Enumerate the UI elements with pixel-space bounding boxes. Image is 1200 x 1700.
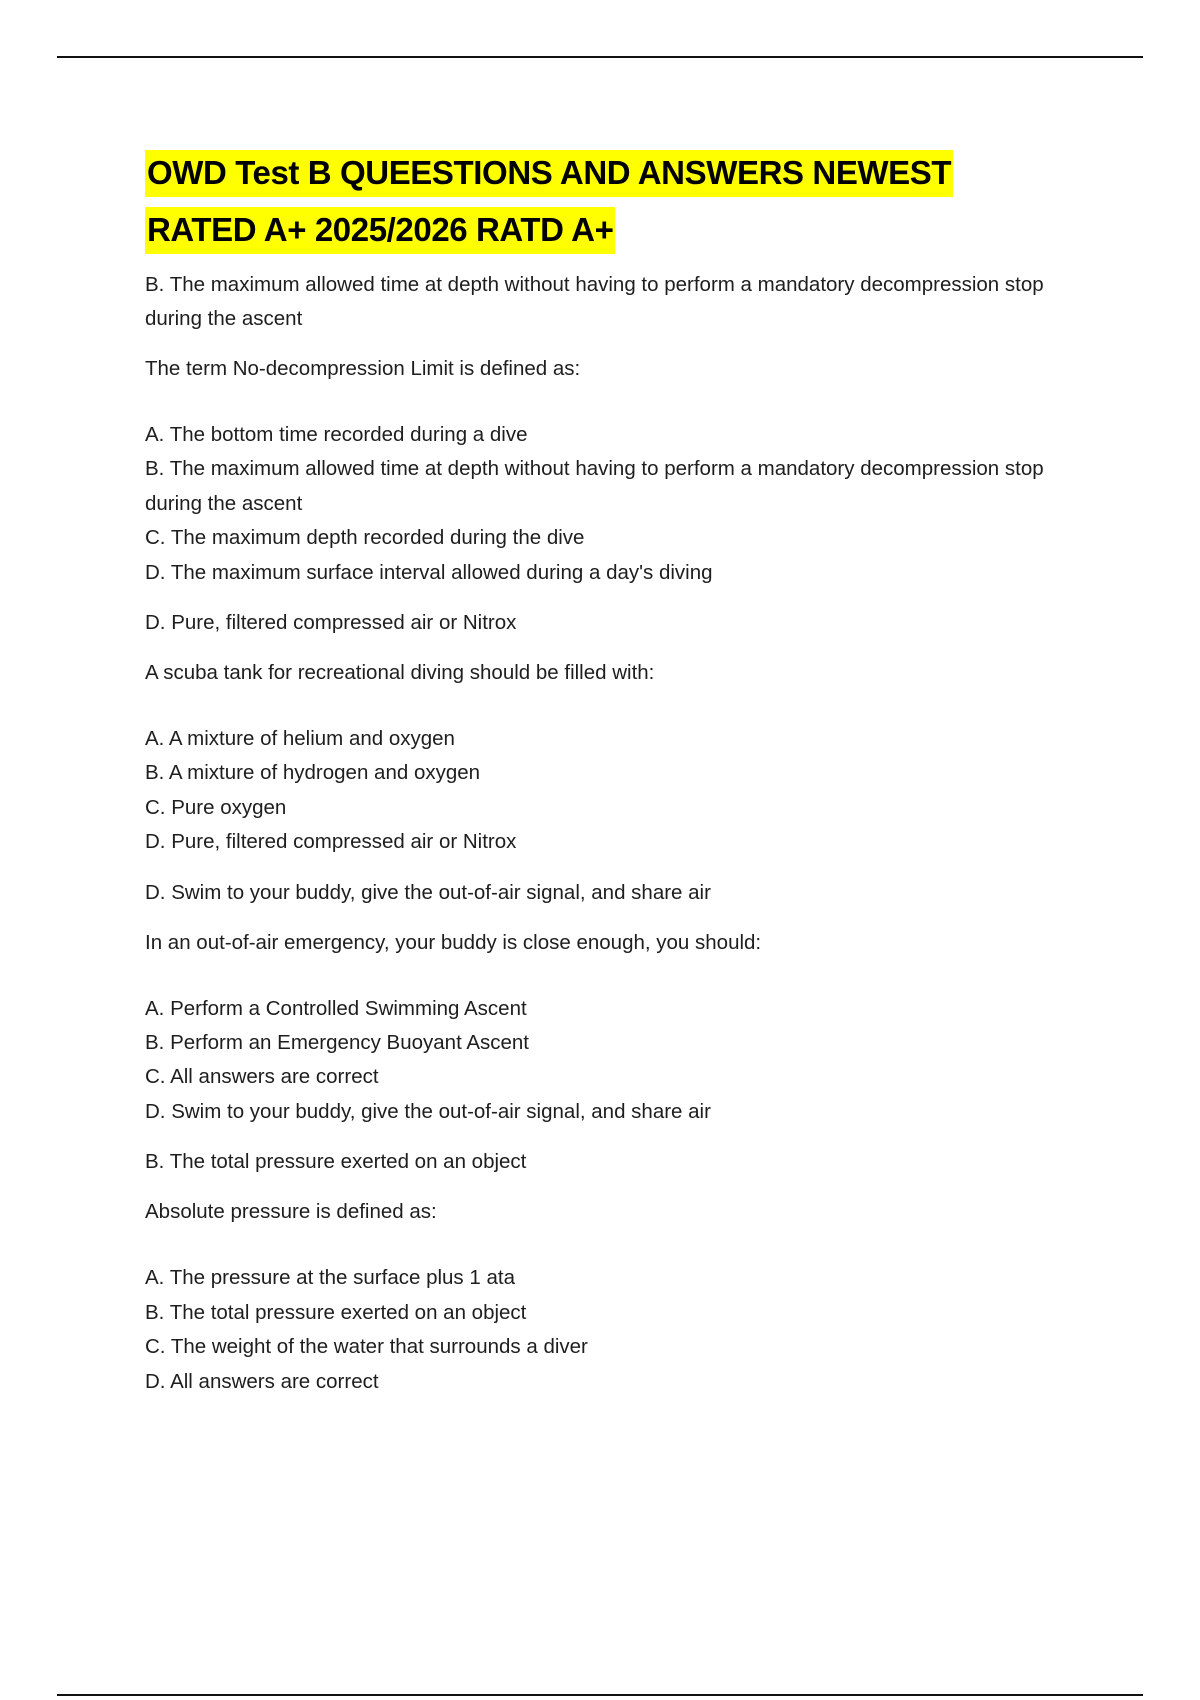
qa-block-3: [145, 876, 1105, 1130]
answer-text: B. The maximum allowed time at depth without having to perform a mandatory decompression stop during the ascent: [145, 273, 1044, 330]
qa-block-1: [145, 268, 1105, 590]
option-d: D. All answers are correct: [145, 1369, 379, 1393]
title-line-1: OWD Test B QUEESTIONS AND ANSWERS NEWEST: [145, 150, 953, 197]
options-list: [145, 722, 1105, 860]
document-body: [145, 144, 1105, 1415]
footer-rule: [57, 1694, 1143, 1696]
qa-block-4: [145, 1145, 1105, 1399]
title-line-2: RATED A+ 2025/2026 RATD A+: [145, 207, 615, 254]
option-c: C. The weight of the water that surrounds a diver: [145, 1335, 588, 1359]
option-c: C. Pure oxygen: [145, 795, 287, 819]
options-list: [145, 418, 1105, 590]
answer-text: D. Pure, filtered compressed air or Nitrox: [145, 611, 517, 635]
option-d: D. Pure, filtered compressed air or Nitrox: [145, 830, 517, 854]
options-list: [145, 1261, 1105, 1399]
option-b: B. The maximum allowed time at depth without having to perform a mandatory decompression stop during the ascent: [145, 457, 1044, 515]
option-a: A. A mixture of helium and oxygen: [145, 727, 455, 751]
option-d: D. Swim to your buddy, give the out-of-air signal, and share air: [145, 1099, 711, 1123]
document-title: [145, 144, 1105, 258]
option-d: D. The maximum surface interval allowed during a day's diving: [145, 560, 713, 584]
answer-text: D. Swim to your buddy, give the out-of-air signal, and share air: [145, 880, 711, 904]
option-b: B. Perform an Emergency Buoyant Ascent: [145, 1031, 529, 1055]
option-a: A. Perform a Controlled Swimming Ascent: [145, 996, 527, 1020]
question-text: Absolute pressure is defined as:: [145, 1200, 437, 1224]
option-c: C. All answers are correct: [145, 1065, 379, 1089]
question-text: The term No-decompression Limit is defined as:: [145, 357, 581, 380]
option-c: C. The maximum depth recorded during the dive: [145, 526, 585, 550]
option-b: B. A mixture of hydrogen and oxygen: [145, 761, 481, 785]
question-text: In an out-of-air emergency, your buddy is close enough, you should:: [145, 930, 762, 954]
option-b: B. The total pressure exerted on an object: [145, 1300, 527, 1324]
answer-text: B. The total pressure exerted on an object: [145, 1150, 527, 1174]
options-list: [145, 992, 1105, 1130]
header-rule: [57, 56, 1143, 58]
question-text: A scuba tank for recreational diving should be filled with:: [145, 661, 655, 685]
option-a: A. The bottom time recorded during a dive: [145, 423, 528, 446]
option-a: A. The pressure at the surface plus 1 ata: [145, 1266, 515, 1290]
qa-block-2: [145, 606, 1105, 860]
